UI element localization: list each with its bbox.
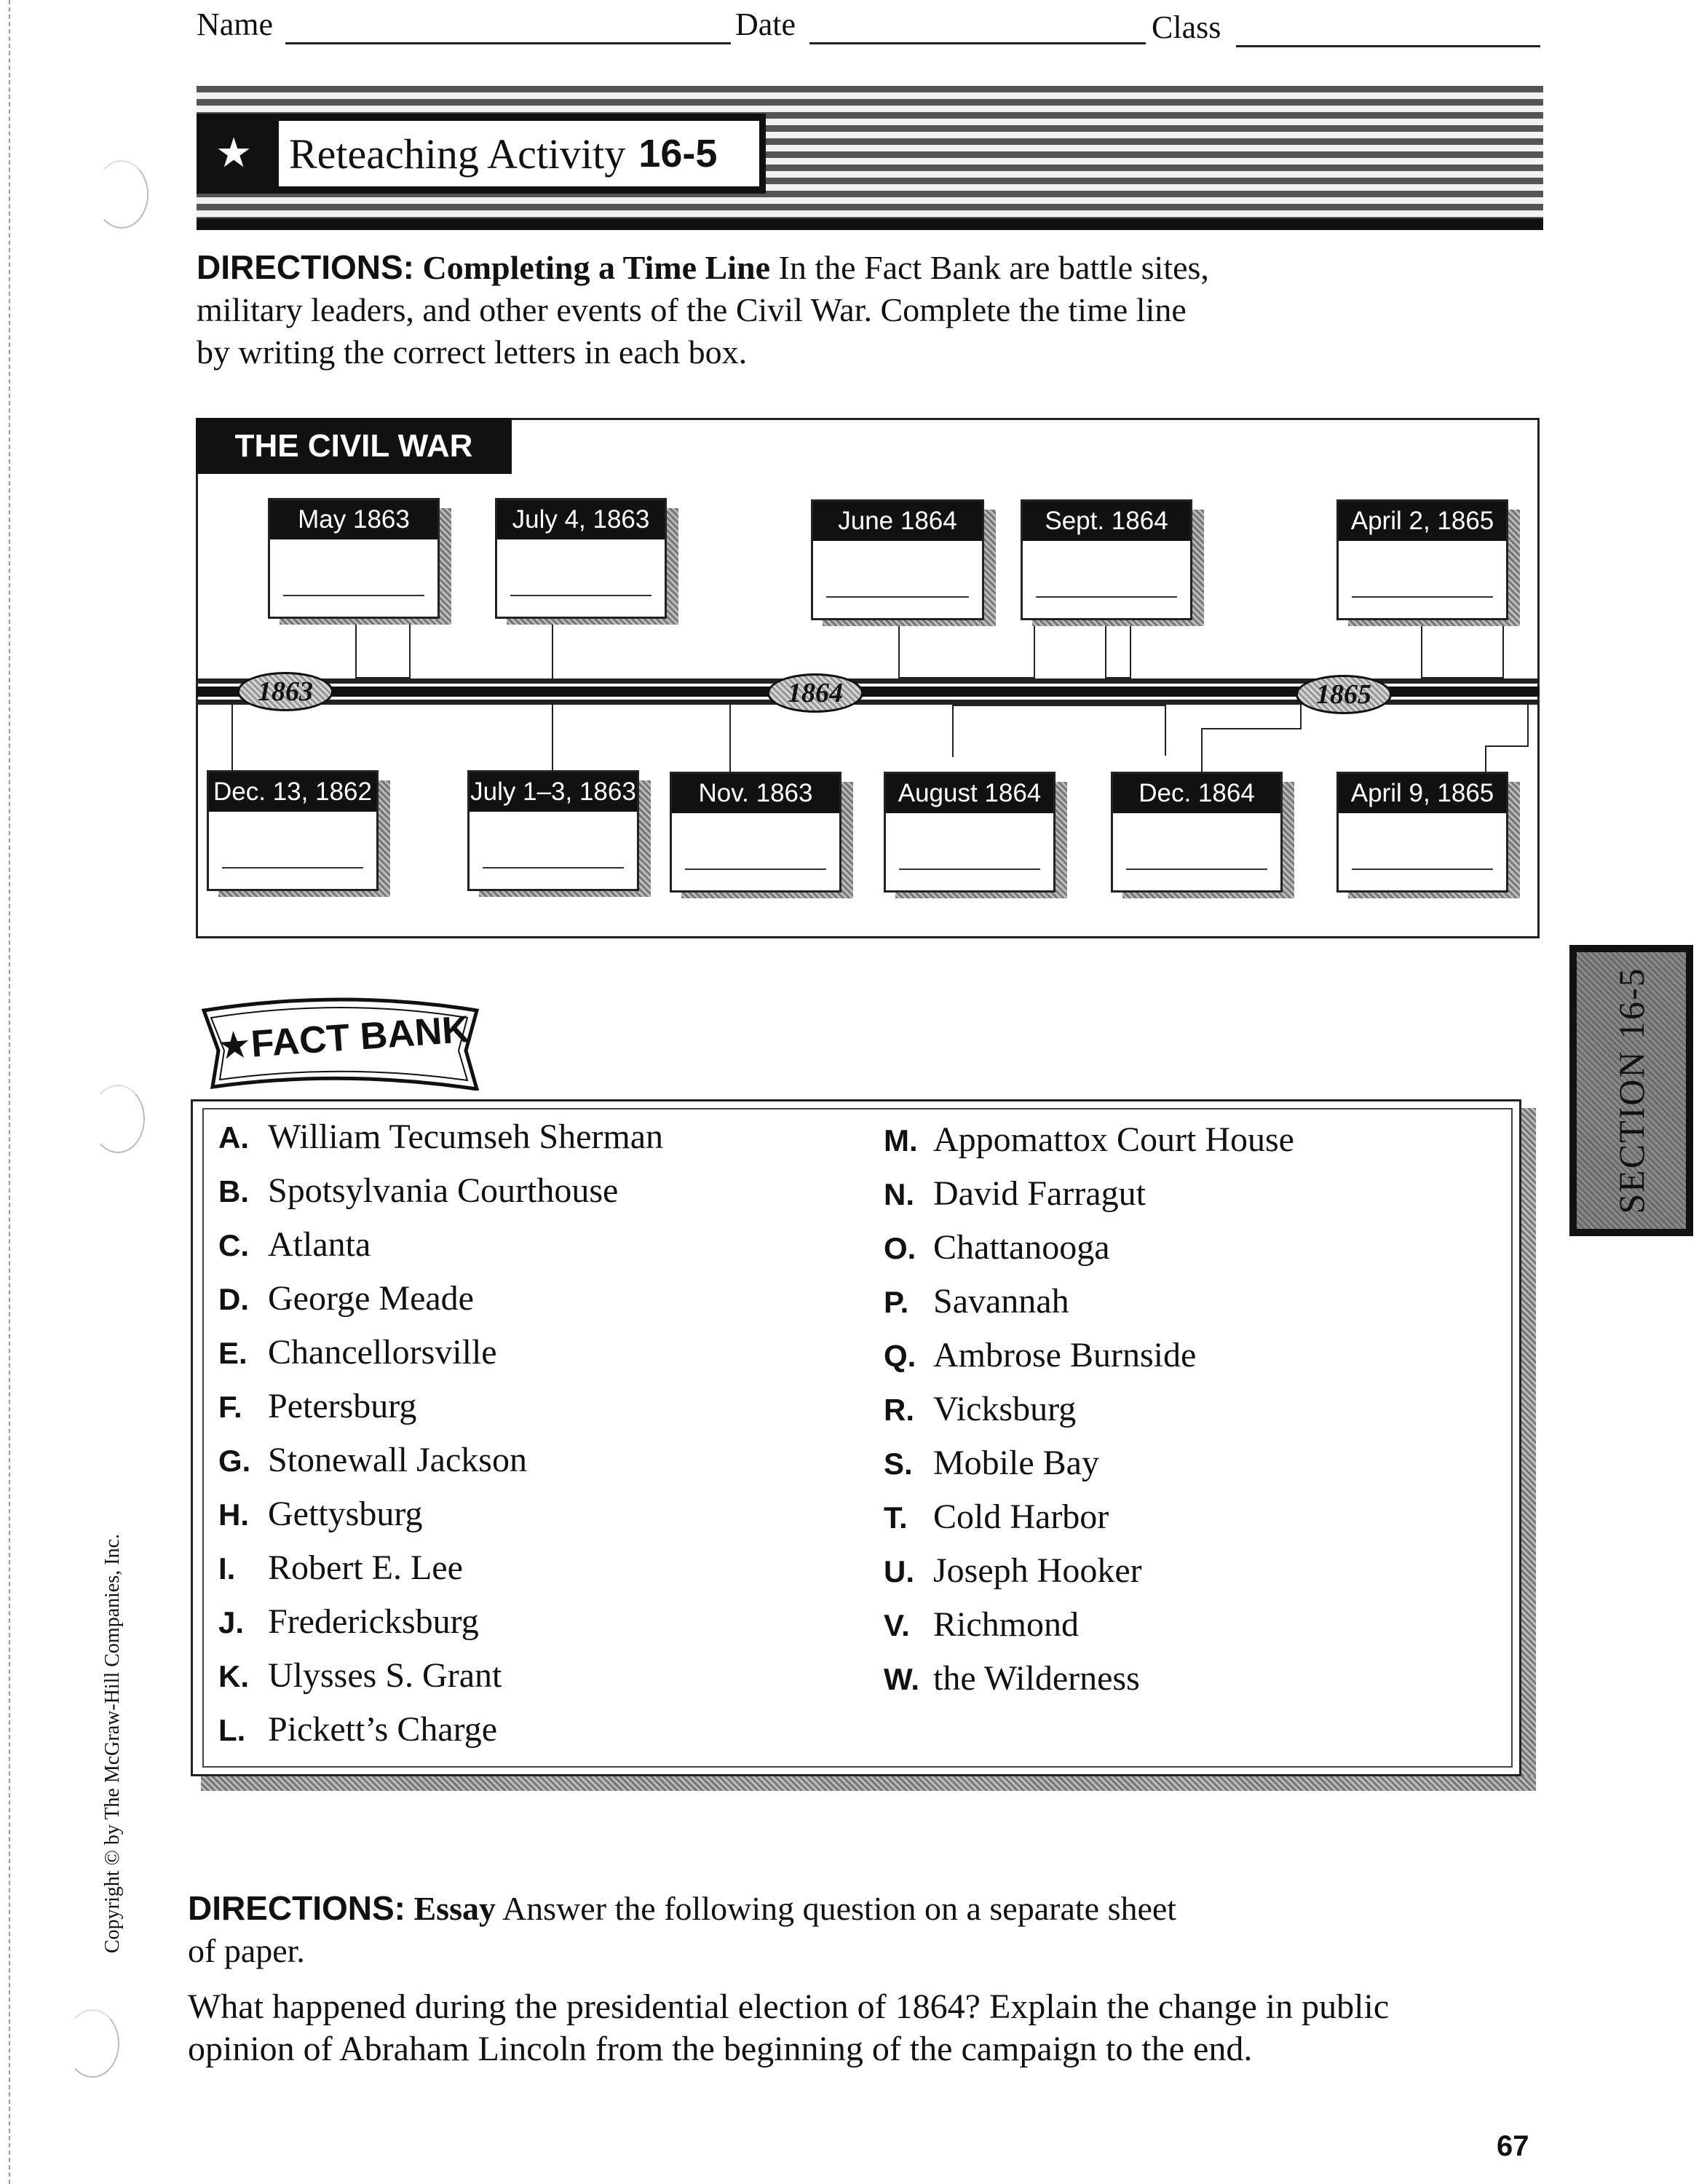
- connector: [355, 619, 411, 678]
- connector: [729, 705, 731, 772]
- copyright: Copyright © by The McGraw-Hill Companies, Inc.: [101, 1534, 124, 1953]
- fact-bank-item: Q. Ambrose Burnside: [884, 1336, 1197, 1374]
- directions-title: Essay: [413, 1890, 496, 1927]
- directions-line: In the Fact Bank are battle sites,: [778, 249, 1209, 286]
- timeline-box-date: April 2, 1865: [1339, 502, 1506, 541]
- timeline-box-date: Sept. 1864: [1023, 502, 1190, 541]
- connector: [552, 619, 553, 678]
- star-icon: ★: [215, 131, 253, 176]
- question-line: opinion of Abraham Lincoln from the beginning of the campaign to the end.: [188, 2030, 1253, 2068]
- timeline-box-date: July 1–3, 1863: [470, 772, 637, 812]
- activity-number: 16-5: [638, 132, 718, 175]
- fact-bank-item: U. Joseph Hooker: [884, 1551, 1142, 1590]
- name-field[interactable]: [285, 42, 731, 44]
- timeline-box-top[interactable]: [268, 498, 440, 619]
- timeline-box-bottom[interactable]: [670, 772, 841, 893]
- directions-essay: [188, 1887, 1542, 1972]
- fact-bank-item: P. Savannah: [884, 1282, 1069, 1321]
- fact-bank-item: D. George Meade: [218, 1279, 474, 1318]
- timeline-box-date: Nov. 1863: [672, 774, 839, 813]
- timeline-box-bottom[interactable]: [1336, 772, 1508, 893]
- answer-line[interactable]: [1352, 596, 1493, 598]
- fact-bank-item: H. Gettysburg: [218, 1495, 423, 1533]
- answer-line[interactable]: [283, 595, 424, 596]
- timeline-box-bottom[interactable]: [467, 770, 639, 891]
- class-field[interactable]: [1236, 45, 1540, 47]
- binder-hole-middle: [91, 1085, 145, 1153]
- answer-line[interactable]: [826, 596, 969, 598]
- timeline-box-date: June 1864: [813, 502, 982, 541]
- directions-timeline: [197, 246, 1507, 373]
- answer-line[interactable]: [483, 867, 624, 869]
- left-margin-edge: [9, 0, 10, 2184]
- connector: [1165, 705, 1166, 756]
- timeline-box-top[interactable]: [495, 498, 667, 619]
- fact-bank-item: J. Fredericksburg: [218, 1602, 479, 1641]
- year-marker-1865: 1865: [1296, 675, 1392, 714]
- date-label: Date: [735, 7, 796, 42]
- section-tab-label: SECTION 16-5: [1611, 967, 1652, 1214]
- answer-line[interactable]: [685, 869, 826, 870]
- timeline-box-date: May 1863: [270, 500, 437, 539]
- fact-bank-item: C. Atlanta: [218, 1225, 371, 1264]
- connector: [1421, 620, 1504, 678]
- directions-line: of paper.: [188, 1932, 305, 1969]
- fact-bank-item: R. Vicksburg: [884, 1390, 1077, 1428]
- answer-line[interactable]: [222, 867, 363, 869]
- timeline-box-date: Dec. 1864: [1113, 774, 1280, 813]
- connector: [1105, 620, 1131, 678]
- fact-bank-item: G. Stonewall Jackson: [218, 1441, 527, 1479]
- answer-line[interactable]: [510, 595, 651, 596]
- directions-line: military leaders, and other events of the Civil War. Complete the time line: [197, 291, 1187, 328]
- connector: [1485, 745, 1529, 773]
- directions-lead: DIRECTIONS:: [188, 1889, 405, 1927]
- fact-bank-item: N. David Farragut: [884, 1174, 1146, 1213]
- timeline-box-top[interactable]: [811, 499, 984, 620]
- directions-lead: DIRECTIONS:: [197, 248, 414, 286]
- fact-bank-item: T. Cold Harbor: [884, 1497, 1109, 1536]
- binder-hole-bottom: [66, 2009, 119, 2078]
- fact-bank-item: A. William Tecumseh Sherman: [218, 1117, 664, 1156]
- connector: [898, 620, 1035, 678]
- fact-bank-item: V. Richmond: [884, 1605, 1079, 1644]
- year-marker-1864: 1864: [767, 673, 863, 713]
- timeline-box-bottom[interactable]: [207, 770, 379, 891]
- fact-bank-item: S. Mobile Bay: [884, 1444, 1099, 1482]
- fact-bank-title: ★FACT BANK: [215, 1008, 471, 1069]
- timeline-box-date: July 4, 1863: [497, 500, 665, 539]
- fact-bank-item: K. Ulysses S. Grant: [218, 1656, 502, 1695]
- fact-bank-item: E. Chancellorsville: [218, 1333, 497, 1372]
- question-line: What happened during the presidential election of 1864? Explain the change in public: [188, 1987, 1390, 2026]
- answer-line[interactable]: [1036, 596, 1177, 598]
- timeline-box-date: Dec. 13, 1862: [209, 772, 376, 812]
- connector: [231, 705, 233, 772]
- connector: [1201, 728, 1302, 773]
- activity-title-text: Reteaching Activity: [289, 130, 626, 178]
- banner-rule: [197, 218, 1543, 230]
- connector: [1527, 705, 1529, 747]
- class-label: Class: [1152, 9, 1221, 45]
- date-field[interactable]: [809, 42, 1146, 44]
- connector: [552, 705, 553, 772]
- connector: [1300, 705, 1302, 729]
- page-number: 67: [1497, 2130, 1529, 2162]
- fact-bank-item: B. Spotsylvania Courthouse: [218, 1171, 619, 1210]
- timeline-box-date: August 1864: [886, 774, 1053, 813]
- timeline-box-top[interactable]: [1021, 499, 1192, 620]
- timeline-box-top[interactable]: [1336, 499, 1508, 620]
- essay-question: [188, 1986, 1556, 2070]
- fact-bank-item: O. Chattanooga: [884, 1228, 1110, 1267]
- answer-line[interactable]: [1126, 869, 1267, 870]
- timeline-title: THE CIVIL WAR: [196, 418, 512, 474]
- timeline-box-bottom[interactable]: [1111, 772, 1283, 893]
- binder-hole-top: [95, 160, 148, 229]
- year-marker-1863: 1863: [237, 672, 333, 711]
- connector: [952, 705, 1166, 757]
- directions-line: Answer the following question on a separate sheet: [502, 1890, 1177, 1927]
- fact-bank-item: W. the Wilderness: [884, 1659, 1140, 1698]
- fact-bank-item: F. Petersburg: [218, 1387, 417, 1425]
- timeline-box-bottom[interactable]: [884, 772, 1056, 893]
- fact-bank-item: I. Robert E. Lee: [218, 1548, 463, 1587]
- directions-line: by writing the correct letters in each box.: [197, 333, 748, 371]
- timeline-box-date: April 9, 1865: [1339, 774, 1506, 813]
- activity-title: [279, 121, 759, 186]
- name-label: Name: [197, 7, 274, 42]
- directions-title: Completing a Time Line: [422, 249, 770, 286]
- answer-line[interactable]: [899, 869, 1040, 870]
- fact-bank-item: L. Pickett’s Charge: [218, 1710, 498, 1749]
- fact-bank-ribbon: [197, 996, 488, 1091]
- answer-line[interactable]: [1352, 869, 1493, 870]
- fact-bank-item: M. Appomattox Court House: [884, 1120, 1294, 1159]
